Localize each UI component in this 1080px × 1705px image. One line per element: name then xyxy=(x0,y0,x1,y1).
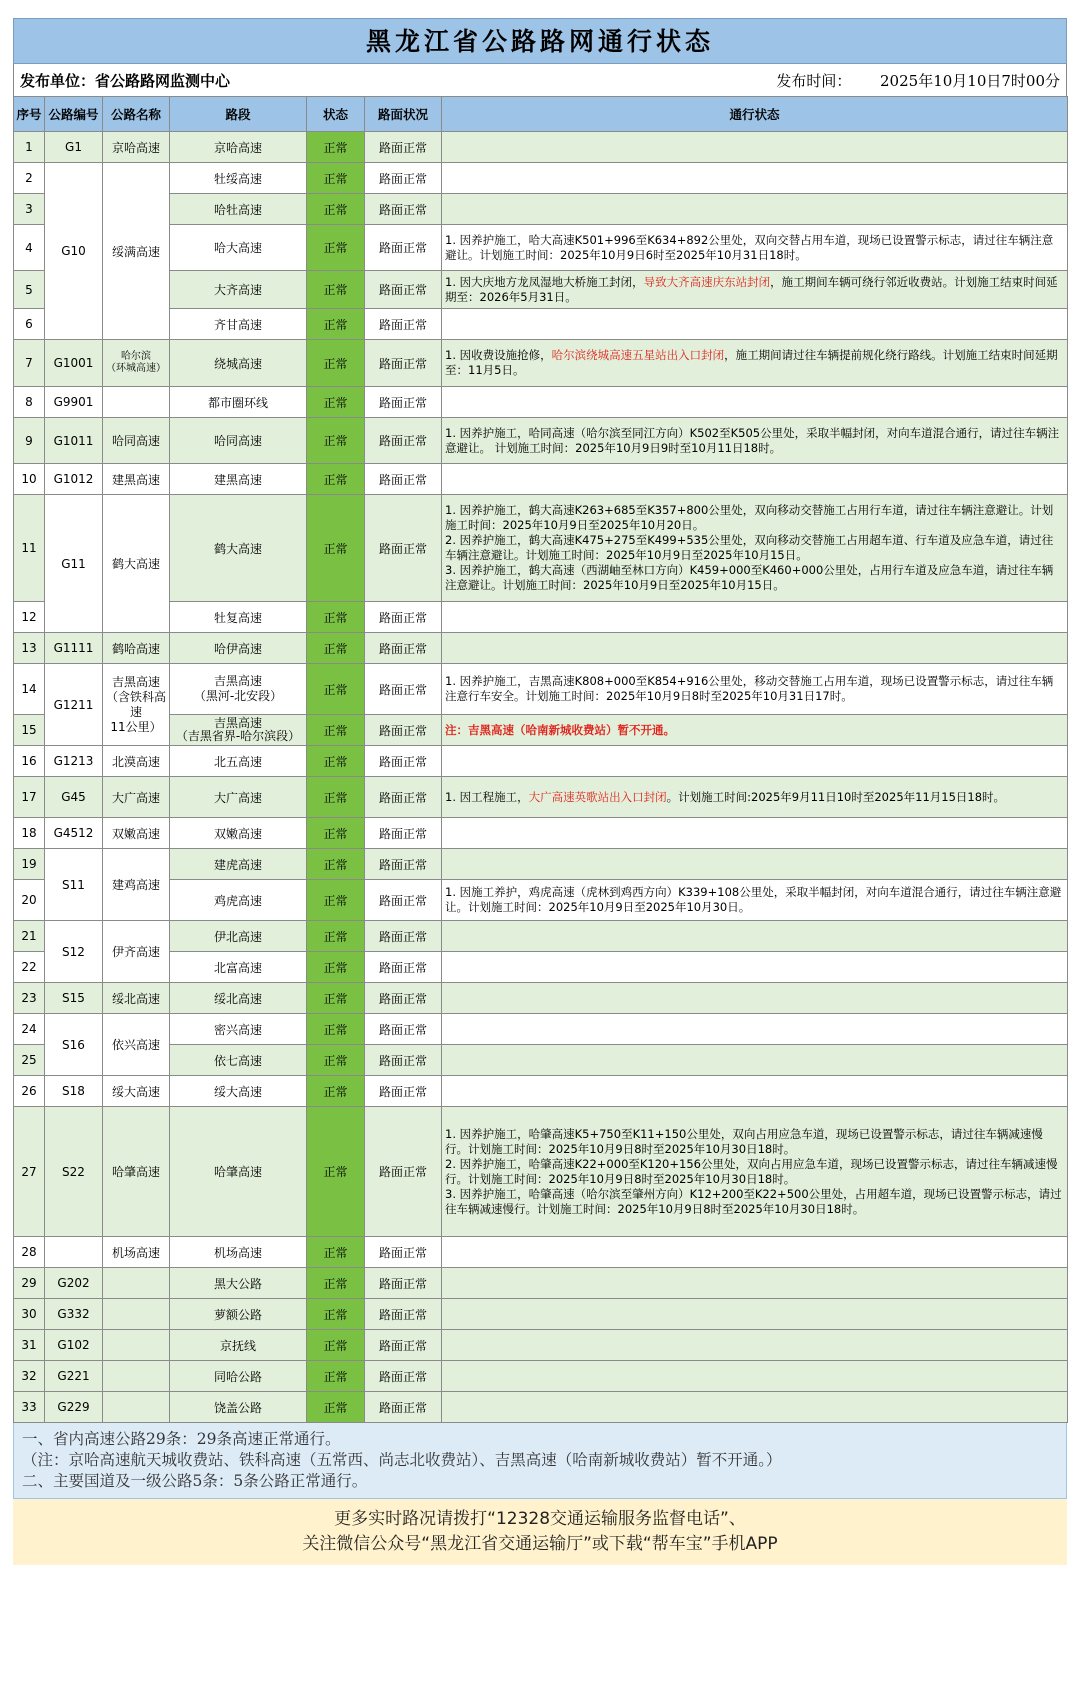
table-row xyxy=(14,880,1068,921)
status-cell: 正常 xyxy=(307,464,365,495)
road-name-line: 哈尔滨 xyxy=(121,351,151,362)
road-condition: 路面正常 xyxy=(365,715,442,746)
traffic-note xyxy=(442,633,1068,664)
footer-line: 关注微信公众号“黑龙江省交通运输厅”或下载“帮车宝”手机APP xyxy=(302,1534,778,1554)
status-cell: 正常 xyxy=(307,633,365,664)
row-no: 31 xyxy=(14,1330,45,1361)
traffic-note: 注：吉黑高速（哈南新城收费站）暂不开通。 xyxy=(442,715,1068,746)
status-cell: 正常 xyxy=(307,746,365,777)
road-name xyxy=(103,1361,170,1392)
table-row xyxy=(14,1361,1068,1392)
note-text: 1. 因收费设施抢修， xyxy=(445,348,552,362)
row-no: 5 xyxy=(14,271,45,309)
road-code: G332 xyxy=(45,1299,103,1330)
road-segment: 鹤大高速 xyxy=(170,495,307,602)
summary-line: 二、主要国道及一级公路5条：5条公路正常通行。 xyxy=(22,1472,368,1490)
table-row xyxy=(14,777,1068,818)
road-code: G221 xyxy=(45,1361,103,1392)
road-name: 伊齐高速 xyxy=(103,921,170,983)
note-text: ，施工期间车辆可绕行邻近收费站。计划施工结束时间延期至：2026年5月31日。 xyxy=(445,274,1058,304)
road-condition: 路面正常 xyxy=(365,1392,442,1423)
road-segment: 伊北高速 xyxy=(170,921,307,952)
traffic-note xyxy=(442,1076,1068,1107)
table-row xyxy=(14,194,1068,225)
road-condition: 路面正常 xyxy=(365,633,442,664)
road-segment: 京哈高速 xyxy=(170,132,307,163)
traffic-note xyxy=(442,1237,1068,1268)
road-condition: 路面正常 xyxy=(365,983,442,1014)
traffic-note xyxy=(442,387,1068,418)
road-condition: 路面正常 xyxy=(365,1045,442,1076)
row-no: 22 xyxy=(14,952,45,983)
road-code: S11 xyxy=(45,849,103,921)
road-code: G4512 xyxy=(45,818,103,849)
status-cell: 正常 xyxy=(307,309,365,340)
road-name: 建鸡高速 xyxy=(103,849,170,921)
road-condition: 路面正常 xyxy=(365,271,442,309)
road-segment: 绥大高速 xyxy=(170,1076,307,1107)
table-row xyxy=(14,163,1068,194)
table-row xyxy=(14,921,1068,952)
publish-time: 2025年10月10日7时00分 xyxy=(880,71,1060,90)
row-no: 20 xyxy=(14,880,45,921)
traffic-note xyxy=(442,1045,1068,1076)
table-row xyxy=(14,952,1068,983)
road-name: 大广高速 xyxy=(103,777,170,818)
note-highlight: 哈尔滨绕城高速五星站出入口封闭 xyxy=(551,348,725,362)
table-row xyxy=(14,849,1068,880)
road-segment: 齐甘高速 xyxy=(170,309,307,340)
summary xyxy=(13,1423,1067,1499)
road-segment: 绥北高速 xyxy=(170,983,307,1014)
row-no: 12 xyxy=(14,602,45,633)
road-segment: 绕城高速 xyxy=(170,340,307,387)
table-header xyxy=(14,97,1068,132)
road-condition: 路面正常 xyxy=(365,602,442,633)
road-condition: 路面正常 xyxy=(365,1268,442,1299)
summary-line: （注：京哈高速航天城收费站、铁科高速（五常西、尚志北收费站）、吉黑高速（哈南新城收费站）暂不开通。） xyxy=(22,1451,782,1469)
footer-banner xyxy=(13,1499,1067,1565)
traffic-note xyxy=(442,921,1068,952)
road-code: G1111 xyxy=(45,633,103,664)
road-segment: 牡绥高速 xyxy=(170,163,307,194)
road-name xyxy=(103,1268,170,1299)
row-no: 26 xyxy=(14,1076,45,1107)
road-segment: 建虎高速 xyxy=(170,849,307,880)
status-cell: 正常 xyxy=(307,163,365,194)
row-no: 33 xyxy=(14,1392,45,1423)
road-code: S16 xyxy=(45,1014,103,1076)
road-code: G1211 xyxy=(45,664,103,746)
status-cell: 正常 xyxy=(307,921,365,952)
road-code: G102 xyxy=(45,1330,103,1361)
road-segment: 饶盖公路 xyxy=(170,1392,307,1423)
status-cell: 正常 xyxy=(307,1361,365,1392)
row-no: 3 xyxy=(14,194,45,225)
segment-line: （吉黑省界-哈尔滨段） xyxy=(175,729,301,743)
road-code: G10 xyxy=(45,163,103,340)
traffic-note xyxy=(442,746,1068,777)
row-no: 6 xyxy=(14,309,45,340)
header-segment: 路段 xyxy=(170,97,307,132)
road-code: G45 xyxy=(45,777,103,818)
traffic-note xyxy=(442,1014,1068,1045)
road-name: 依兴高速 xyxy=(103,1014,170,1076)
summary-line: 一、省内高速公路29条：29条高速正常通行。 xyxy=(22,1430,341,1448)
road-segment xyxy=(170,715,307,746)
road-name: 鹤大高速 xyxy=(103,495,170,633)
status-cell: 正常 xyxy=(307,983,365,1014)
road-segment: 哈肇高速 xyxy=(170,1107,307,1237)
road-name: 绥北高速 xyxy=(103,983,170,1014)
row-no: 18 xyxy=(14,818,45,849)
traffic-note xyxy=(442,777,1068,818)
road-condition: 路面正常 xyxy=(365,1299,442,1330)
traffic-note xyxy=(442,983,1068,1014)
row-no: 27 xyxy=(14,1107,45,1237)
row-no: 8 xyxy=(14,387,45,418)
table-row xyxy=(14,1392,1068,1423)
note-text: ，施工期间请过往车辆提前规化绕行路线。计划施工结束时间延期至：11月5日。 xyxy=(445,348,1058,377)
road-condition: 路面正常 xyxy=(365,952,442,983)
road-name: 双嫩高速 xyxy=(103,818,170,849)
traffic-note xyxy=(442,1392,1068,1423)
road-condition: 路面正常 xyxy=(365,418,442,464)
road-condition: 路面正常 xyxy=(365,1330,442,1361)
status-cell: 正常 xyxy=(307,1330,365,1361)
traffic-note: 1. 因养护施工，哈同高速（哈尔滨至同江方向）K502至K505公里处，采取半幅封闭，对向车道混合通行，请过往车辆注意避让。 计划施工时间：2025年10月9日9时至10月11日18时。 xyxy=(442,418,1068,464)
table-row xyxy=(14,664,1068,715)
header-no: 序号 xyxy=(14,97,45,132)
road-name-line: 11公里） xyxy=(110,719,162,734)
table-row xyxy=(14,602,1068,633)
road-condition: 路面正常 xyxy=(365,132,442,163)
traffic-note xyxy=(442,1361,1068,1392)
table-row xyxy=(14,1268,1068,1299)
road-condition: 路面正常 xyxy=(365,818,442,849)
table-row xyxy=(14,1014,1068,1045)
traffic-note xyxy=(442,602,1068,633)
road-code xyxy=(45,1237,103,1268)
row-no: 30 xyxy=(14,1299,45,1330)
status-cell: 正常 xyxy=(307,1268,365,1299)
road-segment: 机场高速 xyxy=(170,1237,307,1268)
status-cell: 正常 xyxy=(307,495,365,602)
table-row xyxy=(14,225,1068,271)
row-no: 15 xyxy=(14,715,45,746)
row-no: 7 xyxy=(14,340,45,387)
road-condition: 路面正常 xyxy=(365,777,442,818)
row-no: 14 xyxy=(14,664,45,715)
table-row xyxy=(14,309,1068,340)
road-name xyxy=(103,387,170,418)
status-cell: 正常 xyxy=(307,1045,365,1076)
status-cell: 正常 xyxy=(307,1076,365,1107)
row-no: 29 xyxy=(14,1268,45,1299)
road-segment: 哈牡高速 xyxy=(170,194,307,225)
table-row xyxy=(14,1237,1068,1268)
traffic-note xyxy=(442,340,1068,387)
road-name: 绥大高速 xyxy=(103,1076,170,1107)
header-traffic: 通行状态 xyxy=(442,97,1068,132)
road-name xyxy=(103,1392,170,1423)
row-no: 10 xyxy=(14,464,45,495)
road-name: 机场高速 xyxy=(103,1237,170,1268)
row-no: 1 xyxy=(14,132,45,163)
road-condition: 路面正常 xyxy=(365,495,442,602)
row-no: 13 xyxy=(14,633,45,664)
row-no: 24 xyxy=(14,1014,45,1045)
note-text: 1. 因大庆地方龙凤湿地大桥施工封闭， xyxy=(445,274,644,289)
table-row xyxy=(14,715,1068,746)
status-cell: 正常 xyxy=(307,340,365,387)
road-condition: 路面正常 xyxy=(365,921,442,952)
road-code: G11 xyxy=(45,495,103,633)
row-no: 16 xyxy=(14,746,45,777)
traffic-note xyxy=(442,1107,1068,1237)
traffic-note xyxy=(442,271,1068,309)
road-code: G1001 xyxy=(45,340,103,387)
table-row xyxy=(14,132,1068,163)
row-no: 32 xyxy=(14,1361,45,1392)
road-condition: 路面正常 xyxy=(365,1076,442,1107)
note-highlight: 大广高速英歌站出入口封闭 xyxy=(528,789,667,804)
road-name: 京哈高速 xyxy=(103,132,170,163)
note-text: 。计划施工时间:2025年9月11日10时至2025年11月15日18时。 xyxy=(666,789,1006,804)
publish-time-group xyxy=(776,70,1060,91)
road-code: G1012 xyxy=(45,464,103,495)
traffic-note xyxy=(442,1268,1068,1299)
road-code: S18 xyxy=(45,1076,103,1107)
road-code: S12 xyxy=(45,921,103,983)
status-cell: 正常 xyxy=(307,1392,365,1423)
road-name: 绥满高速 xyxy=(103,163,170,340)
table-row xyxy=(14,1299,1068,1330)
road-code: G229 xyxy=(45,1392,103,1423)
traffic-note xyxy=(442,163,1068,194)
note-line: 1. 因养护施工，鹤大高速K263+685至K357+800公里处，双向移动交替施工占用行车道，请过往车辆注意避让。计划施工时间：2025年10月9日至2025年10月20日。 xyxy=(445,503,1054,532)
status-cell: 正常 xyxy=(307,818,365,849)
status-report xyxy=(13,18,1067,1565)
status-cell: 正常 xyxy=(307,664,365,715)
status-cell: 正常 xyxy=(307,715,365,746)
road-code: G1213 xyxy=(45,746,103,777)
road-code: G9901 xyxy=(45,387,103,418)
row-no: 2 xyxy=(14,163,45,194)
road-name xyxy=(103,1299,170,1330)
road-name: 建黑高速 xyxy=(103,464,170,495)
status-cell: 正常 xyxy=(307,194,365,225)
traffic-note xyxy=(442,952,1068,983)
status-cell: 正常 xyxy=(307,777,365,818)
status-cell: 正常 xyxy=(307,952,365,983)
table-row xyxy=(14,746,1068,777)
traffic-note: 1. 因施工养护，鸡虎高速（虎林到鸡西方向）K339+108公里处，采取半幅封闭，对向车道混合通行，请过往车辆注意避让。计划施工时间：2025年10月9日至2025年10月30日。 xyxy=(442,880,1068,921)
traffic-note xyxy=(442,309,1068,340)
row-no: 17 xyxy=(14,777,45,818)
note-highlight: 导致大齐高速庆东站封闭 xyxy=(643,274,771,289)
road-name-line: 吉黑高速 xyxy=(111,674,160,689)
table-row xyxy=(14,418,1068,464)
status-cell: 正常 xyxy=(307,1107,365,1237)
row-no: 25 xyxy=(14,1045,45,1076)
row-no: 19 xyxy=(14,849,45,880)
road-condition: 路面正常 xyxy=(365,464,442,495)
road-code: G202 xyxy=(45,1268,103,1299)
row-no: 9 xyxy=(14,418,45,464)
road-condition: 路面正常 xyxy=(365,309,442,340)
table-row xyxy=(14,271,1068,309)
header-name: 公路名称 xyxy=(103,97,170,132)
note-line: 1. 因养护施工，哈肇高速K5+750至K11+150公里处，双向占用应急车道，现场已设置警示标志，请过往车辆减速慢行。计划施工时间：2025年10月9日8时至2025年10月30日18时。 xyxy=(445,1126,1043,1156)
road-name xyxy=(103,340,170,387)
table-row xyxy=(14,1076,1068,1107)
road-condition: 路面正常 xyxy=(365,746,442,777)
road-condition: 路面正常 xyxy=(365,340,442,387)
segment-line: （黑河-北安段） xyxy=(193,689,283,703)
status-cell: 正常 xyxy=(307,1299,365,1330)
status-cell: 正常 xyxy=(307,418,365,464)
road-code: S22 xyxy=(45,1107,103,1237)
note-text: 1. 因工程施工， xyxy=(445,789,529,804)
road-segment: 哈同高速 xyxy=(170,418,307,464)
traffic-note xyxy=(442,849,1068,880)
road-name: 哈同高速 xyxy=(103,418,170,464)
traffic-note xyxy=(442,1299,1068,1330)
road-segment: 黑大公路 xyxy=(170,1268,307,1299)
status-cell: 正常 xyxy=(307,271,365,309)
status-cell: 正常 xyxy=(307,387,365,418)
status-cell: 正常 xyxy=(307,1237,365,1268)
road-segment: 大广高速 xyxy=(170,777,307,818)
road-name-line: （环城高速） xyxy=(106,363,166,374)
road-condition: 路面正常 xyxy=(365,225,442,271)
road-segment: 哈大高速 xyxy=(170,225,307,271)
road-segment: 大齐高速 xyxy=(170,271,307,309)
road-segment: 双嫩高速 xyxy=(170,818,307,849)
footer-line: 更多实时路况请拨打“12328交通运输服务监督电话”、 xyxy=(334,1509,746,1529)
table-row xyxy=(14,1330,1068,1361)
segment-line: 吉黑高速 xyxy=(213,716,262,730)
note-line: 2. 因养护施工，哈肇高速K22+000至K120+156公里处，双向占用应急车道，现场已设置警示标志，请过往车辆减速慢行。计划施工时间：2025年10月9日8时至2025年10月30日18时。 xyxy=(445,1156,1058,1186)
road-segment: 鸡虎高速 xyxy=(170,880,307,921)
road-segment: 北富高速 xyxy=(170,952,307,983)
status-cell: 正常 xyxy=(307,602,365,633)
note-line: 2. 因养护施工，鹤大高速K475+275至K499+535公里处，双向移动交替施工占用超车道、行车道及应急车道，请过往车辆注意避让。计划施工时间：2025年10月9日至2025年10月15日。 xyxy=(445,533,1054,562)
table-row xyxy=(14,983,1068,1014)
table-row xyxy=(14,633,1068,664)
publisher: 发布单位：省公路路网监测中心 xyxy=(20,71,231,90)
status-cell: 正常 xyxy=(307,132,365,163)
row-no: 23 xyxy=(14,983,45,1014)
road-code: S15 xyxy=(45,983,103,1014)
road-condition: 路面正常 xyxy=(365,1237,442,1268)
road-segment: 依七高速 xyxy=(170,1045,307,1076)
header-code: 公路编号 xyxy=(45,97,103,132)
traffic-note xyxy=(442,1330,1068,1361)
publish-row xyxy=(13,64,1067,96)
row-no: 4 xyxy=(14,225,45,271)
road-condition: 路面正常 xyxy=(365,880,442,921)
road-segment: 密兴高速 xyxy=(170,1014,307,1045)
road-segment: 同哈公路 xyxy=(170,1361,307,1392)
table-row xyxy=(14,464,1068,495)
road-segment: 京抚线 xyxy=(170,1330,307,1361)
road-condition: 路面正常 xyxy=(365,1107,442,1237)
road-segment: 北五高速 xyxy=(170,746,307,777)
status-cell: 正常 xyxy=(307,1014,365,1045)
table-row xyxy=(14,495,1068,602)
traffic-note: 1. 因养护施工，吉黑高速K808+000至K854+916公里处，移动交替施工占用车道，现场已设置警示标志，请过往车辆注意行车安全。计划施工时间：2025年10月9日8时至2025年10月31日17时。 xyxy=(442,664,1068,715)
page-title: 黑龙江省公路路网通行状态 xyxy=(13,18,1067,64)
road-segment xyxy=(170,664,307,715)
road-condition: 路面正常 xyxy=(365,664,442,715)
status-cell: 正常 xyxy=(307,225,365,271)
road-segment: 建黑高速 xyxy=(170,464,307,495)
road-condition: 路面正常 xyxy=(365,163,442,194)
road-segment: 牡复高速 xyxy=(170,602,307,633)
row-no: 11 xyxy=(14,495,45,602)
header-road: 路面状况 xyxy=(365,97,442,132)
table-row xyxy=(14,387,1068,418)
road-segment: 哈伊高速 xyxy=(170,633,307,664)
traffic-note xyxy=(442,464,1068,495)
publish-label: 发布时间： xyxy=(776,71,852,90)
road-name: 哈肇高速 xyxy=(103,1107,170,1237)
status-cell: 正常 xyxy=(307,880,365,921)
status-cell: 正常 xyxy=(307,849,365,880)
table-row xyxy=(14,1107,1068,1237)
road-name xyxy=(103,1330,170,1361)
segment-line: 吉黑高速 xyxy=(213,674,262,688)
traffic-note xyxy=(442,495,1068,602)
road-name: 鹤哈高速 xyxy=(103,633,170,664)
traffic-note xyxy=(442,818,1068,849)
road-segment: 萝额公路 xyxy=(170,1299,307,1330)
note-line: 3. 因养护施工，哈肇高速（哈尔滨至肇州方向）K12+200至K22+500公里处，占用超车道，现场已设置警示标志，请过往车辆减速慢行。计划施工时间：2025年10月9日8时至2025年10月30日18时。 xyxy=(445,1186,1062,1216)
table-row xyxy=(14,1045,1068,1076)
road-name-line: （含铁科高速 xyxy=(105,689,166,719)
header-status: 状态 xyxy=(307,97,365,132)
note-line: 3. 因养护施工，鹤大高速（西湖岫至林口方向）K459+000至K460+000公里处，占用行车道及应急车道，请过往车辆注意避让。计划施工时间：2025年10月9日至2025年10月15日。 xyxy=(445,563,1054,592)
road-condition: 路面正常 xyxy=(365,1014,442,1045)
row-no: 21 xyxy=(14,921,45,952)
traffic-note: 1. 因养护施工，哈大高速K501+996至K634+892公里处，双向交替占用车道，现场已设置警示标志，请过往车辆注意避让。计划施工时间：2025年10月9日6时至2025年10月31日18时。 xyxy=(442,225,1068,271)
road-code: G1011 xyxy=(45,418,103,464)
road-condition: 路面正常 xyxy=(365,849,442,880)
table-row xyxy=(14,818,1068,849)
road-condition: 路面正常 xyxy=(365,387,442,418)
road-segment: 都市圈环线 xyxy=(170,387,307,418)
status-table xyxy=(13,96,1068,1423)
road-name: 北漠高速 xyxy=(103,746,170,777)
traffic-note xyxy=(442,194,1068,225)
road-condition: 路面正常 xyxy=(365,194,442,225)
row-no: 28 xyxy=(14,1237,45,1268)
road-code: G1 xyxy=(45,132,103,163)
road-condition: 路面正常 xyxy=(365,1361,442,1392)
traffic-note xyxy=(442,132,1068,163)
table-row xyxy=(14,340,1068,387)
road-name xyxy=(103,664,170,746)
